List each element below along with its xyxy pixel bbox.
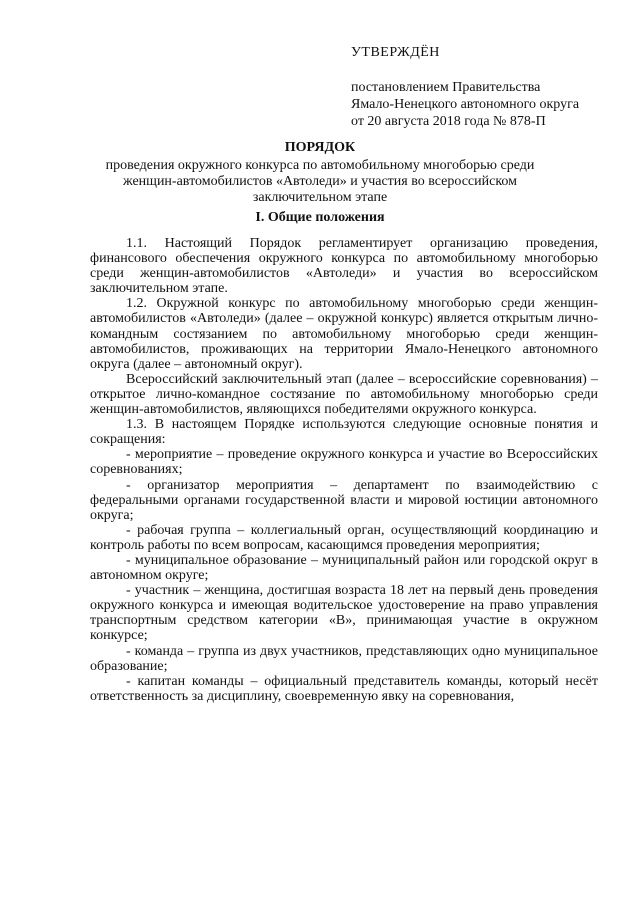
document-title-block <box>95 140 545 206</box>
approval-line: постановлением Правительства <box>351 80 541 95</box>
document-subtitle-line: заключительном этапе <box>252 190 388 205</box>
list-item: - капитан команды – официальный представитель команды, который несёт ответственность за дисциплину, своевременную явку на соревнования, <box>90 673 598 704</box>
list-item: - мероприятие – проведение окружного конкурса и участие во Всероссийских соревнованиях; <box>90 447 598 478</box>
approval-line: Ямало-Ненецкого автономного округа <box>351 97 580 112</box>
paragraph: 1.2. Окружной конкурс по автомобильному многоборью среди женщин-автомобилистов «Автоледи» (далее – окружной конкурс) является открытым лично-командным состязанием по автомобильному многоборью среди женщин-автомобилистов, проживающих на территории Ямало-Ненецкого автономного округа (далее – автономный округ). <box>90 296 598 372</box>
list-item: - участник – женщина, достигшая возраста 18 лет на первый день проведения окружного конкурса и имеющая водительское удостоверение на право управления транспортным средством категории «В», принимающая участие в окружном конкурсе; <box>90 583 598 644</box>
document-subtitle-line: женщин-автомобилистов «Автоледи» и участия во всероссийском <box>122 174 518 189</box>
paragraph: 1.1. Настоящий Порядок регламентирует организацию проведения, финансового обеспечения окружного конкурса по автомобильному многоборью среди женщин-автомобилистов «Автоледи» и участия во всероссийском заключительном этапе. <box>90 236 598 297</box>
document-subtitle-line: проведения окружного конкурса по автомобильному многоборью среди <box>105 158 535 173</box>
section-heading: I. Общие положения <box>255 210 385 225</box>
section-body <box>90 236 598 704</box>
document-title: ПОРЯДОК <box>284 140 356 155</box>
approval-heading: УТВЕРЖДЁН <box>351 45 440 60</box>
list-item: - рабочая группа – коллегиальный орган, осуществляющий координацию и контроль работы по всем вопросам, касающимся проведения мероприятия; <box>90 522 598 553</box>
list-item: - команда – группа из двух участников, представляющих одно муниципальное образование; <box>90 643 598 674</box>
paragraph: 1.3. В настоящем Порядке используются следующие основные понятия и сокращения: <box>90 417 598 448</box>
list-item: - организатор мероприятия – департамент по взаимодействию с федеральными органами государственной власти и мировой юстиции автономного округа; <box>90 477 598 523</box>
approval-line: от 20 августа 2018 года № 878-П <box>351 114 546 129</box>
list-item: - муниципальное образование – муниципальный район или городской округ в автономном округе; <box>90 552 598 584</box>
approval-stamp <box>351 44 611 130</box>
paragraph: Всероссийский заключительный этап (далее – всероссийские соревнования) – открытое лично-командное состязание по автомобильному многоборью среди женщин-автомобилистов, являющихся победителями окружного конкурса. <box>90 371 598 418</box>
